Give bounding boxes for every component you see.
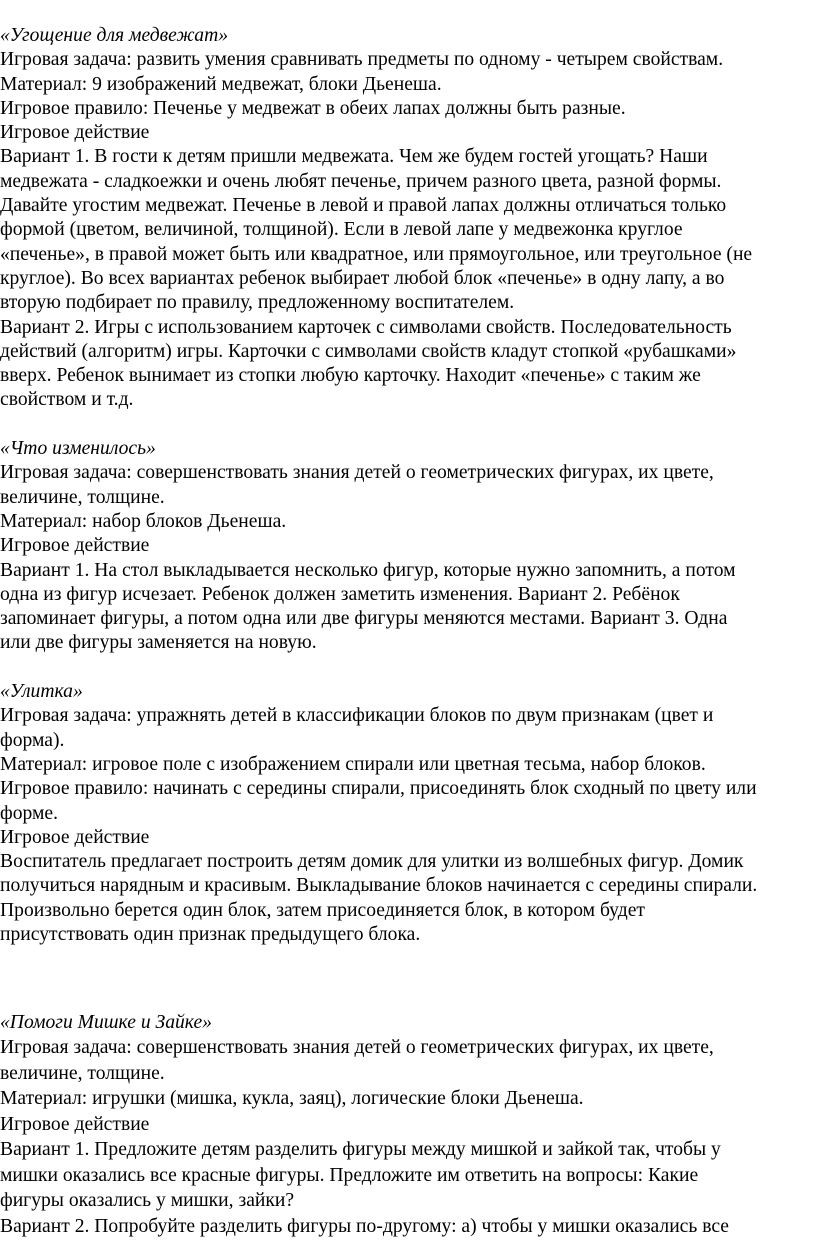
text-line: Игровая задача: развить умения сравнивать предметы по одному - четырем свойствам. [0, 49, 724, 71]
text-line: действий (алгоритм) игры. Карточки с символами свойств кладут стопкой «рубашками» [0, 340, 737, 362]
text-line: запоминает фигуры, а потом одна или две фигуры меняются местами. Вариант 3. Одна [0, 608, 728, 630]
text-line: форма). [0, 729, 65, 751]
text-line: Игровая задача: совершенствовать знания детей о геометрических фигурах, их цвете, [0, 462, 714, 484]
text-line: Вариант 1. На стол выкладывается несколько фигур, которые нужно запомнить, а потом [0, 559, 736, 581]
text-line: Вариант 2. Игры с использованием карточек с символами свойств. Последовательность [0, 316, 732, 338]
spacer [0, 656, 816, 680]
text-line: Давайте угостим медвежат. Печенье в левой и правой лапах должны отличаться только [0, 195, 727, 217]
text-line: вверх. Ребенок вынимает из стопки любую карточку. Находит «печенье» с таким же [0, 365, 701, 387]
game-bear-treat [0, 24, 816, 413]
text-line: Материал: игровое поле с изображением спирали или цветная тесьма, набор блоков. [0, 753, 706, 775]
text-line: «печенье», в правой может быть или квадратное, или прямоугольное, или треугольное (не [0, 243, 753, 265]
text-line: получиться нарядным и красивым. Выкладывание блоков начинается с середины спирали. [0, 875, 758, 897]
text-line: круглое). Во всех вариантах ребенок выбирает любой блок «печенье» в одну лапу, а во [0, 267, 725, 289]
text-line: Игровое действие [0, 122, 150, 144]
game-title: «Угощение для медвежат» [0, 25, 229, 46]
text-line: формой (цветом, величиной, толщиной). Если в левой лапе у медвежонка круглое [0, 219, 683, 241]
text-line: Материал: 9 изображений медвежат, блоки Дьенеша. [0, 73, 442, 95]
text-line: Игровое правило: Печенье у медвежат в обеих лапах должны быть разные. [0, 97, 626, 119]
game-title: «Что изменилось» [0, 438, 156, 460]
text-line: Игровое действие [0, 1113, 150, 1135]
text-line: Игровая задача: совершенствовать знания детей о геометрических фигурах, их цвете, [0, 1037, 714, 1059]
text-line: одна из фигур исчезает. Ребенок должен заметить изменения. Вариант 2. Ребёнок [0, 583, 680, 605]
game-what-changed [0, 437, 816, 656]
document-page [0, 24, 816, 1239]
text-line: Воспитатель предлагает построить детям домик для улитки из волшебных фигур. Домик [0, 851, 744, 873]
text-line: Материал: набор блоков Дьенеша. [0, 510, 287, 532]
text-line: вторую подбирает по правилу, предложенному воспитателем. [0, 292, 515, 314]
game-snail [0, 680, 816, 947]
text-line: или две фигуры заменяется на новую. [0, 632, 317, 654]
text-line: фигуры оказались у мишки, зайки? [0, 1190, 295, 1212]
spacer [0, 947, 816, 996]
text-line: Произвольно берется один блок, затем присоединяется блок, в котором будет [0, 899, 645, 921]
text-line: величине, толщине. [0, 1062, 165, 1084]
text-line: присутствовать один признак предыдущего блока. [0, 923, 421, 945]
text-line: Вариант 1. Предложите детям разделить фигуры между мишкой и зайкой так, чтобы у [0, 1139, 721, 1161]
text-line: Материал: игрушки (мишка, кукла, заяц), логические блоки Дьенеша. [0, 1088, 584, 1110]
text-line: медвежата - сладкоежки и очень любят печенье, причем разного цвета, разной формы. [0, 170, 722, 192]
game-title: «Помоги Мишке и Зайке» [0, 1011, 212, 1033]
game-help-bear-and-bunny [0, 1010, 816, 1240]
text-line: мишки оказались все красные фигуры. Предложите им ответить на вопросы: Какие [0, 1164, 699, 1186]
text-line: Игровое правило: начинать с середины спирали, присоединять блок сходный по цвету или [0, 778, 757, 800]
text-line: Игровое действие [0, 535, 150, 557]
text-line: величине, толщине. [0, 486, 165, 508]
game-title: «Улитка» [0, 681, 83, 703]
text-line: свойством и т.д. [0, 389, 134, 411]
text-line: форме. [0, 802, 58, 824]
text-line: Вариант 1. В гости к детям пришли медвежата. Чем же будем гостей угощать? Наши [0, 146, 708, 168]
text-line: Игровая задача: упражнять детей в классификации блоков по двум признакам (цвет и [0, 705, 714, 727]
spacer [0, 413, 816, 437]
spacer [0, 996, 816, 1010]
text-line: Игровое действие [0, 826, 150, 848]
text-line: Вариант 2. Попробуйте разделить фигуры по-другому: а) чтобы у мишки оказались все [0, 1215, 729, 1237]
